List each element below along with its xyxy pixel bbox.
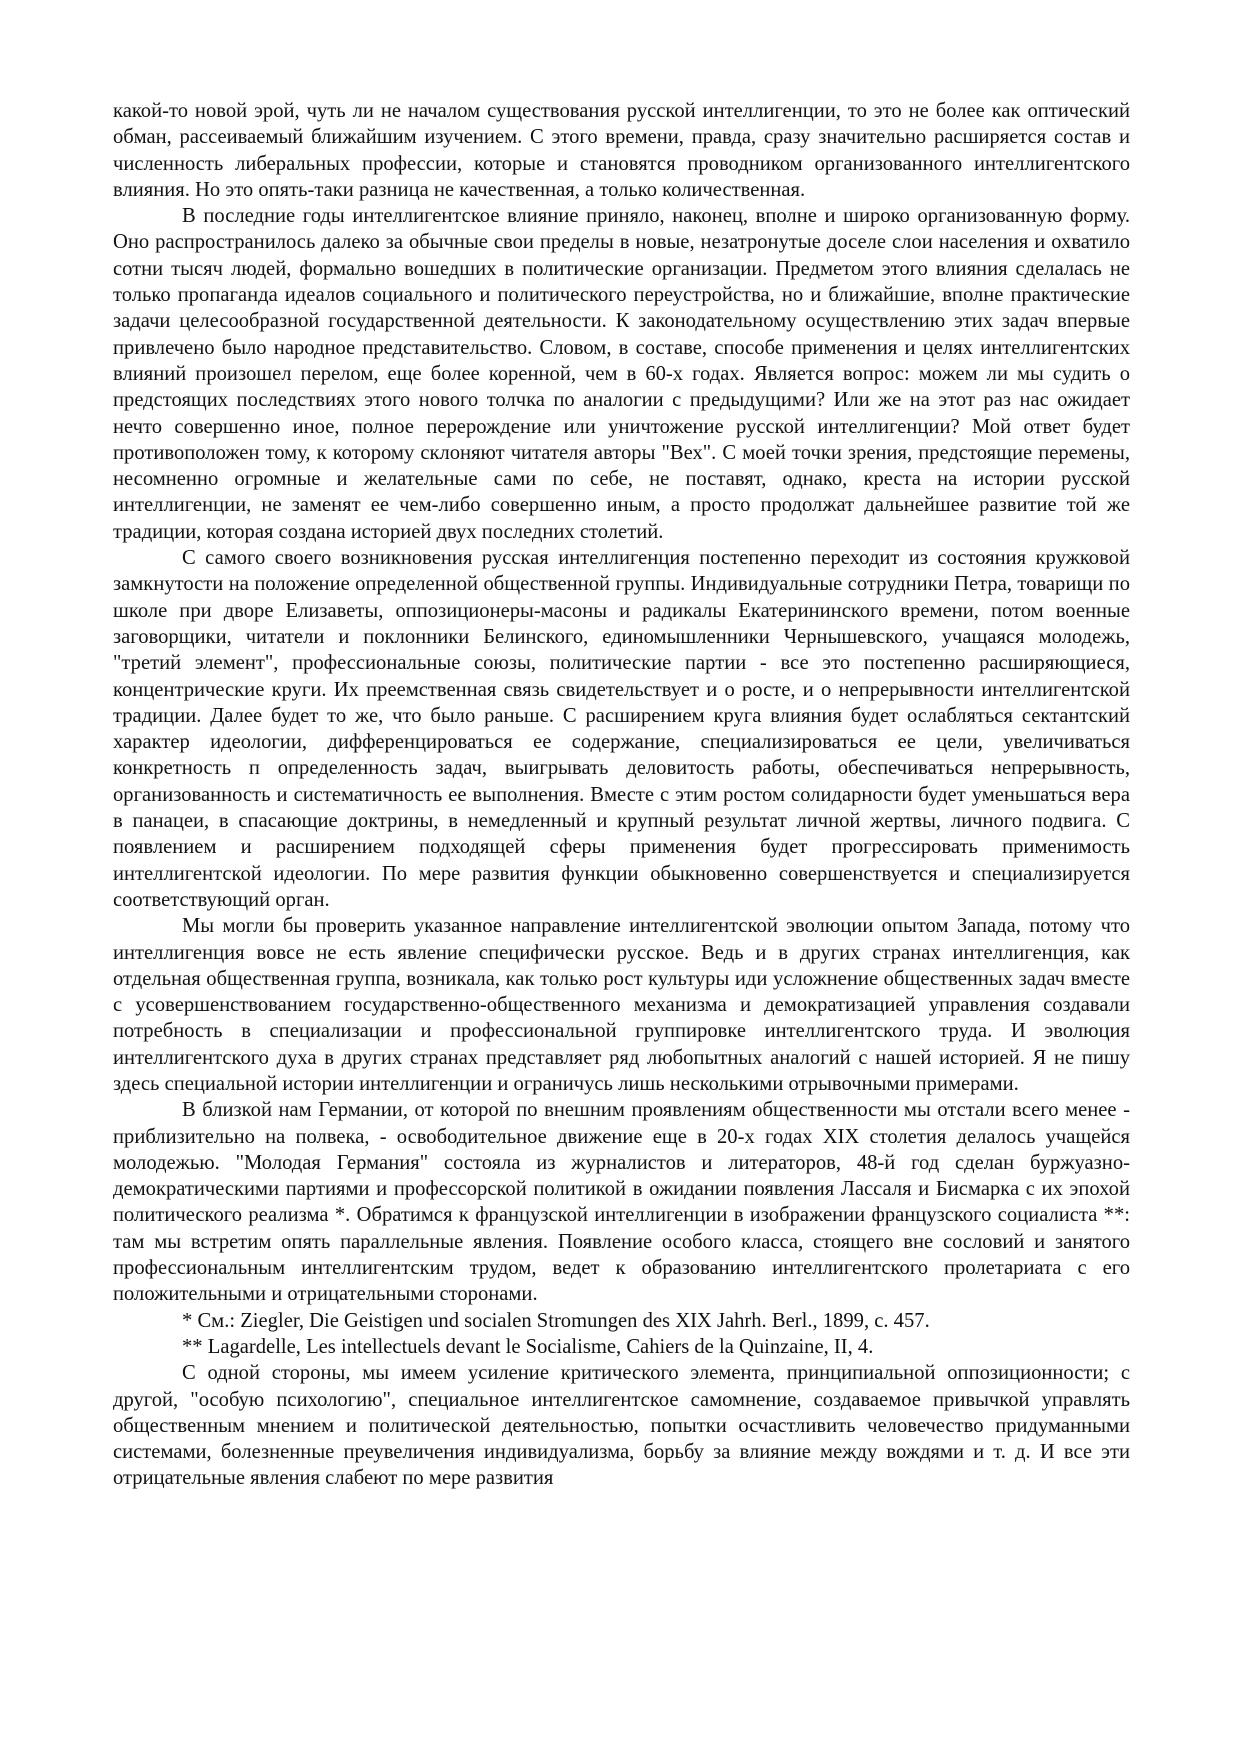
paragraph-origins: С самого своего возникновения русская интеллигенция постепенно переходит из состояния кружковой замкнутости на положение определенной общественной группы. Индивидуальные сотрудники Петра, товарищи по школе при дворе Елизаветы, оппозиционеры-масоны и радикалы Екатерининского времени, потом военные заговорщики, читатели и поклонники Белинского, единомышленники Чернышевского, учащаяся молодежь, "третий элемент", профессиональные союзы, политические партии - все это постепенно расширяющиеся, концентрические круги. Их преемственная связь свидетельствует и о росте, и о непрерывности интеллигентской традиции. Далее будет то же, что было раньше. С расширением круга влияния будет ослабляться сектантский характер идеологии, дифференцироваться ее содержание, специализироваться ее цели, увеличиваться конкретность п определенность задач, выигрывать деловитость работы, обеспечиваться непрерывность, организованность и систематичность ее выполнения. Вместе с этим ростом солидарности будет уменьшаться вера в панацеи, в спасающие доктрины, в немедленный и крупный результат личной жертвы, личного подвига. С появлением и расширением подходящей сферы применения будет прогрессировать применимость интеллигентской идеологии. По мере развития функции обыкновенно совершенствуется и специализируется соответствующий орган. bbox=[113, 547, 1130, 911]
document-page bbox=[113, 98, 1130, 1492]
footnote-ziegler: * См.: Ziegler, Die Geistigen und socialen Stromungen des XIX Jahrh. Berl., 1899, с. 457. bbox=[182, 1309, 930, 1332]
footnote-lagardelle: ** Lagardelle, Les intellectuels devant le Socialisme, Cahiers de la Quinzaine, II, 4. bbox=[182, 1335, 874, 1358]
paragraph-on-one-hand: С одной стороны, мы имеем усиление критического элемента, принципиальной оппозиционности; с другой, "особую психологию", специальное интеллигентское самомнение, создаваемое привычкой управлять общественным мнением и политической деятельностью, попытки осчастливить человечество придуманными системами, болезненные преувеличения индивидуализма, борьбу за влияние между вождями и т. д. И все эти отрицательные явления слабеют по мере развития bbox=[113, 1362, 1130, 1490]
paragraph-germany-france: В близкой нам Германии, от которой по внешним проявлениям общественности мы отстали всего менее - приблизительно на полвека, - освободительное движение еще в 20-х годах XIX столетия делалось учащейся молодежью. "Молодая Германия" состояла из журналистов и литераторов, 48-й год сделан буржуазно-демократическими партиями и профессорской политикой в ожидании появления Лассаля и Бисмарка с их эпохой политического реализма *. Обратимся к французской интеллигенции в изображении французского социалиста **: там мы встретим опять параллельные явления. Появление особого класса, стоящего вне сословий и занятого профессиональным интеллигентским трудом, ведет к образованию интеллигентского пролетариата с его положительными и отрицательными сторонами. bbox=[113, 1099, 1130, 1306]
paragraph-recent-years: В последние годы интеллигентское влияние приняло, наконец, вполне и широко организованную форму. Оно распространилось далеко за обычные свои пределы в новые, незатронутые доселе слои населения и охватило сотни тысяч людей, формально вошедших в политические организации. Предметом этого влияния сделалась не только пропаганда идеалов социального и политического переустройства, но и ближайшие, вполне практические задачи целесообразной государственной деятельности. К законодательному осуществлению этих задач впервые привлечено было народное представительство. Словом, в составе, способе применения и целях интеллигентских влияний произошел перелом, еще более коренной, чем в 60-х годах. Является вопрос: можем ли мы судить о предстоящих последствиях этого нового толчка по аналогии с предыдущими? Или же на этот раз нас ожидает нечто совершенно иное, полное перерождение или уничтожение русской интеллигенции? Мой ответ будет противоположен тому, к которому склоняют читателя авторы "Вех". С моей точки зрения, предстоящие перемены, несомненно огромные и желательные сами по себе, не поставят, однако, креста на истории русской интеллигенции, не заменят ее чем-либо совершенно иным, а просто продолжат дальнейшее развитие той же традиции, которая создана историей двух последних столетий. bbox=[113, 205, 1130, 543]
paragraph-continuation: какой-то новой эрой, чуть ли не началом существования русской интеллигенции, то это не более как оптический обман, рассеиваемый ближайшим изучением. С этого времени, правда, сразу значительно расширяется состав и численность либеральных профессии, которые и становятся проводником организованного интеллигентского влияния. Но это опять-таки разница не качественная, а только количественная. bbox=[113, 100, 1130, 201]
paragraph-western-experience: Мы могли бы проверить указанное направление интеллигентской эволюции опытом Запада, потому что интеллигенция вовсе не есть явление специфически русское. Ведь и в других странах интеллигенция, как отдельная общественная группа, возникала, как только рост культуры иди усложнение общественных задач вместе с усовершенствованием государственно-общественного механизма и демократизацией управления создавали потребность в специализации и профессиональной группировке интеллигентского труда. И эволюция интеллигентского духа в других странах представляет ряд любопытных аналогий с нашей историей. Я не пишу здесь специальной истории интеллигенции и ограничусь лишь несколькими отрывочными примерами. bbox=[113, 915, 1130, 1095]
